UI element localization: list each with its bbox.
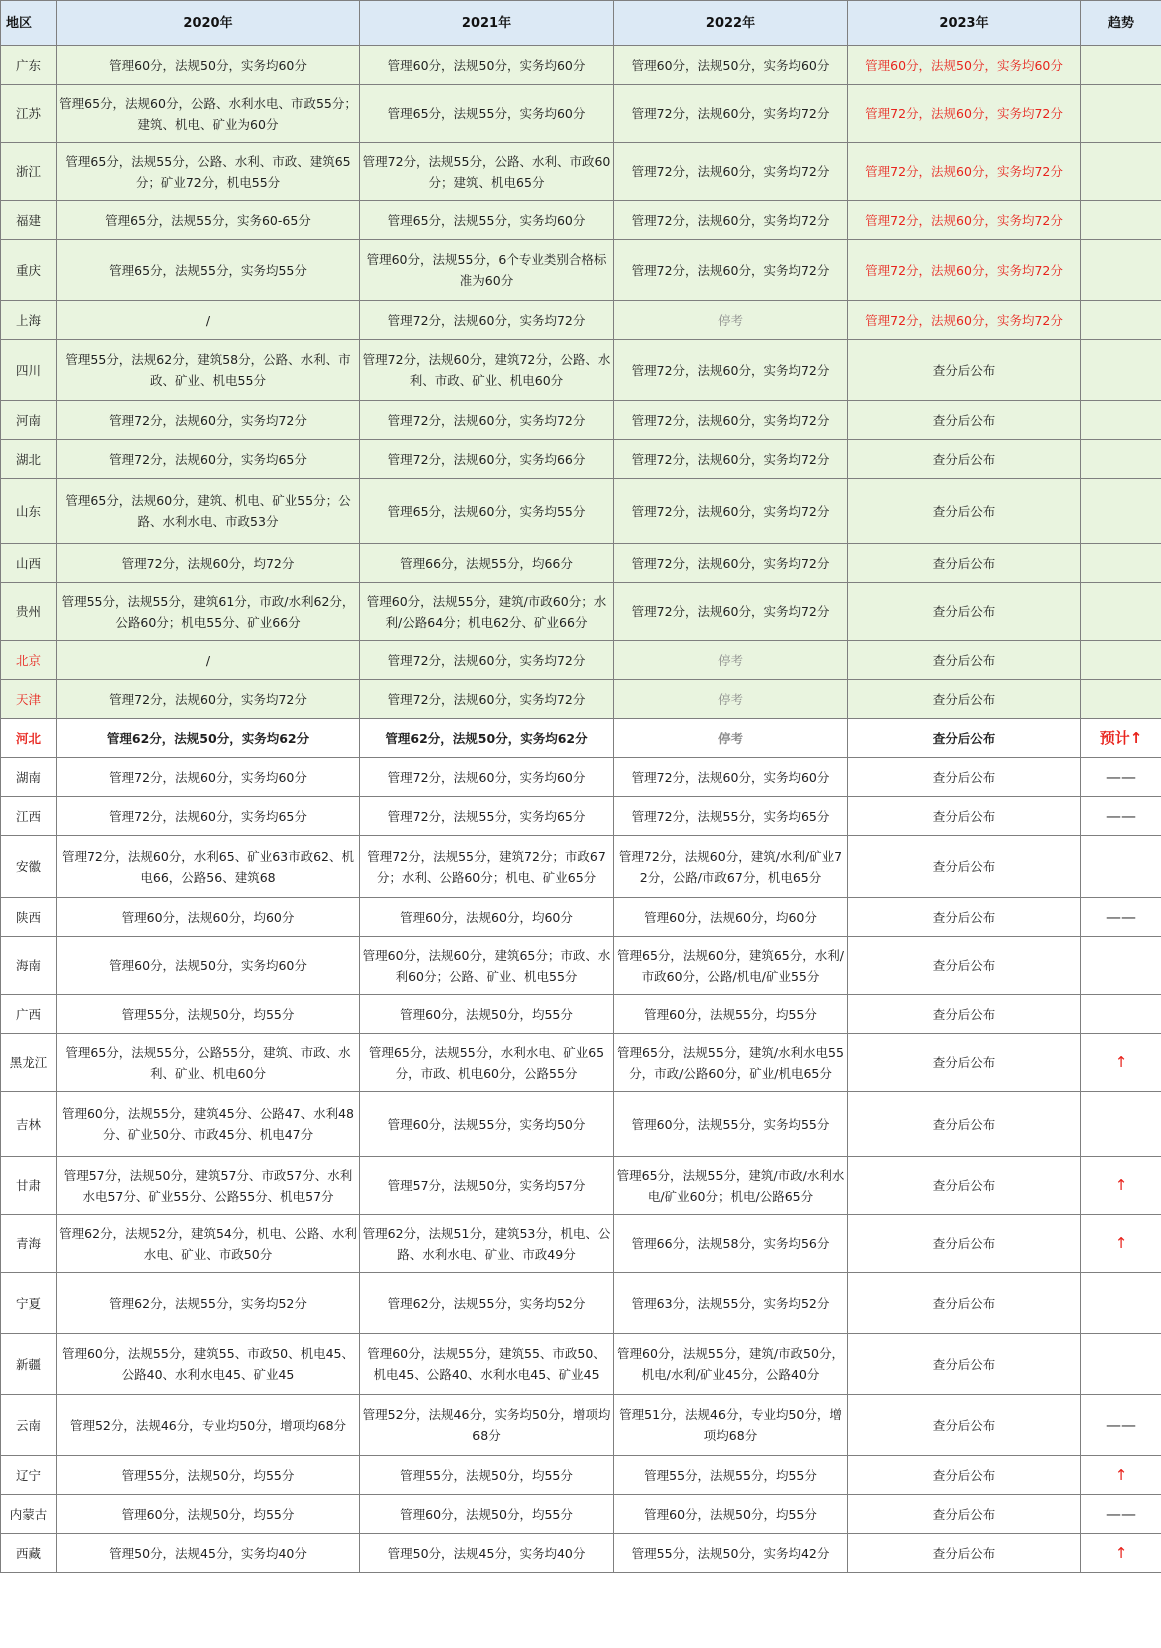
trend-cell bbox=[1081, 836, 1161, 898]
score-cell-2020: 管理60分，法规55分，建筑55、市政50、机电45、公路40、水利水电45、矿业45 bbox=[57, 1334, 360, 1395]
trend-cell bbox=[1081, 1334, 1161, 1395]
score-cell-2021: 管理72分，法规60分，实务均72分 bbox=[360, 401, 614, 440]
trend-cell bbox=[1081, 201, 1161, 240]
score-cell-2020: 管理60分，法规50分，实务均60分 bbox=[57, 937, 360, 995]
score-cell-2021: 管理72分，法规60分，实务均72分 bbox=[360, 641, 614, 680]
trend-cell: 预计↑ bbox=[1081, 719, 1161, 758]
header-2023: 2023年 bbox=[848, 1, 1081, 46]
score-cell-2023: 查分后公布 bbox=[848, 719, 1081, 758]
trend-cell: ↑ bbox=[1081, 1456, 1161, 1495]
score-cell-2021: 管理60分，法规60分，建筑65分；市政、水利60分；公路、矿业、机电55分 bbox=[360, 937, 614, 995]
score-cell-2022: 管理60分，法规60分，均60分 bbox=[614, 898, 848, 937]
trend-cell: —— bbox=[1081, 1395, 1161, 1456]
trend-cell bbox=[1081, 680, 1161, 719]
score-cell-2021: 管理60分，法规55分，6个专业类别合格标准为60分 bbox=[360, 240, 614, 301]
score-cell-2023: 查分后公布 bbox=[848, 479, 1081, 544]
score-cell-2023: 查分后公布 bbox=[848, 898, 1081, 937]
score-cell-2023: 查分后公布 bbox=[848, 1534, 1081, 1573]
score-cell-2021: 管理50分，法规45分，实务均40分 bbox=[360, 1534, 614, 1573]
table-row bbox=[1, 440, 1161, 479]
score-cell-2023: 查分后公布 bbox=[848, 1034, 1081, 1092]
table-row bbox=[1, 680, 1161, 719]
trend-cell bbox=[1081, 641, 1161, 680]
score-cell-2023: 查分后公布 bbox=[848, 836, 1081, 898]
table-row bbox=[1, 898, 1161, 937]
score-cell-2023: 查分后公布 bbox=[848, 995, 1081, 1034]
score-cell-2021: 管理60分，法规50分，实务均60分 bbox=[360, 46, 614, 85]
region-cell: 内蒙古 bbox=[1, 1495, 57, 1534]
score-cell-2020: 管理62分，法规52分，建筑54分，机电、公路、水利水电、矿业、市政50分 bbox=[57, 1215, 360, 1273]
table-row bbox=[1, 301, 1161, 340]
score-cell-2023: 查分后公布 bbox=[848, 1456, 1081, 1495]
score-cell-2022: 管理55分，法规50分，实务均42分 bbox=[614, 1534, 848, 1573]
score-cell-2022: 管理72分，法规60分，建筑/水利/矿业72分，公路/市政67分，机电65分 bbox=[614, 836, 848, 898]
table-row bbox=[1, 937, 1161, 995]
score-cell-2022: 管理66分，法规58分，实务均56分 bbox=[614, 1215, 848, 1273]
table-row bbox=[1, 1034, 1161, 1092]
score-cell-2021: 管理65分，法规55分，实务均60分 bbox=[360, 201, 614, 240]
score-cell-2022: 停考 bbox=[614, 719, 848, 758]
score-cell-2020: 管理72分，法规60分，实务均72分 bbox=[57, 401, 360, 440]
region-cell: 广东 bbox=[1, 46, 57, 85]
score-cell-2021: 管理60分，法规55分，建筑55、市政50、机电45、公路40、水利水电45、矿业45 bbox=[360, 1334, 614, 1395]
trend-cell: ↑ bbox=[1081, 1534, 1161, 1573]
header-2021: 2021年 bbox=[360, 1, 614, 46]
score-cell-2020: 管理65分，法规55分，公路55分，建筑、市政、水利、矿业、机电60分 bbox=[57, 1034, 360, 1092]
score-cell-2020: 管理72分，法规60分，均72分 bbox=[57, 544, 360, 583]
table-row bbox=[1, 401, 1161, 440]
score-cell-2020: 管理50分，法规45分，实务均40分 bbox=[57, 1534, 360, 1573]
region-cell: 新疆 bbox=[1, 1334, 57, 1395]
score-cell-2021: 管理72分，法规60分，实务均60分 bbox=[360, 758, 614, 797]
region-cell: 陕西 bbox=[1, 898, 57, 937]
score-cell-2023: 查分后公布 bbox=[848, 1495, 1081, 1534]
trend-cell bbox=[1081, 544, 1161, 583]
score-cell-2021: 管理57分，法规50分，实务均57分 bbox=[360, 1157, 614, 1215]
score-cell-2020: 管理72分，法规60分，实务均65分 bbox=[57, 440, 360, 479]
region-cell: 安徽 bbox=[1, 836, 57, 898]
score-cell-2023: 查分后公布 bbox=[848, 440, 1081, 479]
score-cell-2023: 查分后公布 bbox=[848, 1334, 1081, 1395]
trend-cell bbox=[1081, 479, 1161, 544]
score-cell-2023: 管理72分，法规60分，实务均72分 bbox=[848, 85, 1081, 143]
score-cell-2020: 管理65分，法规55分，实务均55分 bbox=[57, 240, 360, 301]
trend-cell bbox=[1081, 401, 1161, 440]
table-row bbox=[1, 641, 1161, 680]
header-trend: 趋势 bbox=[1081, 1, 1161, 46]
score-cell-2022: 管理72分，法规55分，实务均65分 bbox=[614, 797, 848, 836]
score-cell-2021: 管理72分，法规55分，公路、水利、市政60分；建筑、机电65分 bbox=[360, 143, 614, 201]
score-cell-2020: 管理72分，法规60分，实务均72分 bbox=[57, 680, 360, 719]
score-cell-2022: 管理72分，法规60分，实务均72分 bbox=[614, 479, 848, 544]
score-cell-2021: 管理62分，法规55分，实务均52分 bbox=[360, 1273, 614, 1334]
score-cell-2022: 管理63分，法规55分，实务均52分 bbox=[614, 1273, 848, 1334]
score-cell-2023: 查分后公布 bbox=[848, 758, 1081, 797]
score-cell-2022: 停考 bbox=[614, 641, 848, 680]
region-cell: 河南 bbox=[1, 401, 57, 440]
region-cell: 江西 bbox=[1, 797, 57, 836]
table-row bbox=[1, 1334, 1161, 1395]
score-cell-2021: 管理72分，法规55分，建筑72分；市政67分；水利、公路60分；机电、矿业65分 bbox=[360, 836, 614, 898]
trend-cell: —— bbox=[1081, 797, 1161, 836]
score-cell-2022: 停考 bbox=[614, 301, 848, 340]
score-cell-2022: 管理72分，法规60分，实务均72分 bbox=[614, 544, 848, 583]
score-cell-2022: 管理72分，法规60分，实务均60分 bbox=[614, 758, 848, 797]
score-cell-2023: 查分后公布 bbox=[848, 641, 1081, 680]
header-2022: 2022年 bbox=[614, 1, 848, 46]
region-cell: 贵州 bbox=[1, 583, 57, 641]
score-cell-2020: 管理65分，法规60分，建筑、机电、矿业55分；公路、水利水电、市政53分 bbox=[57, 479, 360, 544]
score-cell-2020: 管理55分，法规55分，建筑61分，市政/水利62分，公路60分；机电55分、矿业66分 bbox=[57, 583, 360, 641]
trend-cell bbox=[1081, 301, 1161, 340]
score-cell-2023: 查分后公布 bbox=[848, 544, 1081, 583]
region-cell: 河北 bbox=[1, 719, 57, 758]
region-cell: 福建 bbox=[1, 201, 57, 240]
region-cell: 湖北 bbox=[1, 440, 57, 479]
table-row bbox=[1, 240, 1161, 301]
table-row bbox=[1, 85, 1161, 143]
score-cell-2020: / bbox=[57, 641, 360, 680]
trend-cell bbox=[1081, 240, 1161, 301]
trend-cell bbox=[1081, 1273, 1161, 1334]
score-cell-2022: 管理60分，法规50分，实务均60分 bbox=[614, 46, 848, 85]
trend-cell bbox=[1081, 1092, 1161, 1157]
table-row bbox=[1, 797, 1161, 836]
score-cell-2022: 管理72分，法规60分，实务均72分 bbox=[614, 143, 848, 201]
table-row bbox=[1, 340, 1161, 401]
region-cell: 山东 bbox=[1, 479, 57, 544]
region-cell: 天津 bbox=[1, 680, 57, 719]
region-cell: 上海 bbox=[1, 301, 57, 340]
region-cell: 甘肃 bbox=[1, 1157, 57, 1215]
score-cell-2022: 管理72分，法规60分，实务均72分 bbox=[614, 340, 848, 401]
score-cell-2022: 管理72分，法规60分，实务均72分 bbox=[614, 583, 848, 641]
score-cell-2022: 管理72分，法规60分，实务均72分 bbox=[614, 401, 848, 440]
score-cell-2020: 管理55分，法规62分，建筑58分，公路、水利、市政、矿业、机电55分 bbox=[57, 340, 360, 401]
region-cell: 海南 bbox=[1, 937, 57, 995]
score-cell-2020: 管理72分，法规60分，水利65、矿业63市政62、机电66，公路56、建筑68 bbox=[57, 836, 360, 898]
trend-cell bbox=[1081, 46, 1161, 85]
region-cell: 吉林 bbox=[1, 1092, 57, 1157]
score-cell-2023: 查分后公布 bbox=[848, 1395, 1081, 1456]
score-cell-2022: 管理72分，法规60分，实务均72分 bbox=[614, 240, 848, 301]
score-cell-2020: 管理72分，法规60分，实务均65分 bbox=[57, 797, 360, 836]
score-cell-2021: 管理60分，法规50分，均55分 bbox=[360, 1495, 614, 1534]
score-cell-2022: 管理72分，法规60分，实务均72分 bbox=[614, 201, 848, 240]
trend-cell: —— bbox=[1081, 758, 1161, 797]
score-cell-2023: 查分后公布 bbox=[848, 680, 1081, 719]
table-row bbox=[1, 583, 1161, 641]
region-cell: 黑龙江 bbox=[1, 1034, 57, 1092]
score-cell-2020: 管理60分，法规60分，均60分 bbox=[57, 898, 360, 937]
score-cell-2023: 查分后公布 bbox=[848, 1157, 1081, 1215]
score-cell-2023: 查分后公布 bbox=[848, 937, 1081, 995]
score-cell-2022: 管理60分，法规55分，实务均55分 bbox=[614, 1092, 848, 1157]
region-cell: 浙江 bbox=[1, 143, 57, 201]
trend-cell: —— bbox=[1081, 898, 1161, 937]
region-cell: 辽宁 bbox=[1, 1456, 57, 1495]
header-2020: 2020年 bbox=[57, 1, 360, 46]
score-cell-2021: 管理62分，法规51分，建筑53分，机电、公路、水利水电、矿业、市政49分 bbox=[360, 1215, 614, 1273]
table-row bbox=[1, 143, 1161, 201]
score-cell-2020: 管理55分，法规50分，均55分 bbox=[57, 995, 360, 1034]
score-cell-2022: 管理60分，法规55分，建筑/市政50分，机电/水利/矿业45分，公路40分 bbox=[614, 1334, 848, 1395]
table-row bbox=[1, 758, 1161, 797]
score-cell-2020: 管理62分，法规50分，实务均62分 bbox=[57, 719, 360, 758]
table-row bbox=[1, 995, 1161, 1034]
trend-cell bbox=[1081, 85, 1161, 143]
score-cell-2023: 查分后公布 bbox=[848, 401, 1081, 440]
score-cell-2021: 管理65分，法规55分，水利水电、矿业65分，市政、机电60分，公路55分 bbox=[360, 1034, 614, 1092]
trend-cell bbox=[1081, 440, 1161, 479]
score-cell-2020: / bbox=[57, 301, 360, 340]
score-cell-2021: 管理60分，法规55分，建筑/市政60分；水利/公路64分；机电62分、矿业66分 bbox=[360, 583, 614, 641]
score-cell-2020: 管理52分，法规46分，专业均50分，增项均68分 bbox=[57, 1395, 360, 1456]
score-cell-2022: 管理72分，法规60分，实务均72分 bbox=[614, 85, 848, 143]
score-cell-2021: 管理65分，法规55分，实务均60分 bbox=[360, 85, 614, 143]
table-row bbox=[1, 1395, 1161, 1456]
table-row bbox=[1, 1273, 1161, 1334]
region-cell: 青海 bbox=[1, 1215, 57, 1273]
table-row bbox=[1, 479, 1161, 544]
table-row bbox=[1, 1092, 1161, 1157]
score-cell-2023: 管理60分，法规50分，实务均60分 bbox=[848, 46, 1081, 85]
score-cell-2022: 管理51分，法规46分，专业均50分，增项均68分 bbox=[614, 1395, 848, 1456]
score-cell-2020: 管理60分，法规50分，均55分 bbox=[57, 1495, 360, 1534]
region-cell: 湖南 bbox=[1, 758, 57, 797]
score-cell-2020: 管理65分，法规55分，公路、水利、市政、建筑65分；矿业72分，机电55分 bbox=[57, 143, 360, 201]
score-cell-2021: 管理60分，法规55分，实务均50分 bbox=[360, 1092, 614, 1157]
table-row bbox=[1, 1456, 1161, 1495]
score-cell-2022: 管理55分，法规55分，均55分 bbox=[614, 1456, 848, 1495]
score-cell-2021: 管理72分，法规60分，建筑72分，公路、水利、市政、矿业、机电60分 bbox=[360, 340, 614, 401]
trend-cell: —— bbox=[1081, 1495, 1161, 1534]
trend-cell bbox=[1081, 583, 1161, 641]
score-cell-2020: 管理72分，法规60分，实务均60分 bbox=[57, 758, 360, 797]
score-cell-2021: 管理72分，法规60分，实务均72分 bbox=[360, 301, 614, 340]
score-cell-2021: 管理72分，法规60分，实务均72分 bbox=[360, 680, 614, 719]
score-cell-2023: 管理72分，法规60分，实务均72分 bbox=[848, 301, 1081, 340]
score-cell-2022: 管理72分，法规60分，实务均72分 bbox=[614, 440, 848, 479]
trend-cell bbox=[1081, 143, 1161, 201]
score-cell-2021: 管理52分，法规46分，实务均50分，增项均68分 bbox=[360, 1395, 614, 1456]
score-cell-2021: 管理60分，法规60分，均60分 bbox=[360, 898, 614, 937]
score-cell-2022: 管理65分，法规60分，建筑65分，水利/市政60分，公路/机电/矿业55分 bbox=[614, 937, 848, 995]
table-row bbox=[1, 836, 1161, 898]
score-cell-2021: 管理72分，法规60分，实务均66分 bbox=[360, 440, 614, 479]
score-cell-2023: 查分后公布 bbox=[848, 1273, 1081, 1334]
score-cell-2020: 管理60分，法规50分，实务均60分 bbox=[57, 46, 360, 85]
score-cell-2023: 管理72分，法规60分，实务均72分 bbox=[848, 240, 1081, 301]
score-cell-2023: 管理72分，法规60分，实务均72分 bbox=[848, 143, 1081, 201]
region-cell: 广西 bbox=[1, 995, 57, 1034]
table-row bbox=[1, 719, 1161, 758]
score-cell-2023: 查分后公布 bbox=[848, 340, 1081, 401]
score-cell-2020: 管理57分，法规50分，建筑57分、市政57分、水利水电57分、矿业55分、公路55分、机电57分 bbox=[57, 1157, 360, 1215]
score-cell-2022: 管理60分，法规55分，均55分 bbox=[614, 995, 848, 1034]
trend-cell bbox=[1081, 995, 1161, 1034]
trend-cell bbox=[1081, 340, 1161, 401]
trend-cell: ↑ bbox=[1081, 1157, 1161, 1215]
region-cell: 山西 bbox=[1, 544, 57, 583]
region-cell: 西藏 bbox=[1, 1534, 57, 1573]
score-cell-2021: 管理62分，法规50分，实务均62分 bbox=[360, 719, 614, 758]
region-cell: 江苏 bbox=[1, 85, 57, 143]
score-cell-2021: 管理72分，法规55分，实务均65分 bbox=[360, 797, 614, 836]
score-cell-2022: 管理65分，法规55分，建筑/水利水电55分，市政/公路60分，矿业/机电65分 bbox=[614, 1034, 848, 1092]
header-region: 地区 bbox=[1, 1, 57, 46]
table-row bbox=[1, 1157, 1161, 1215]
table-row bbox=[1, 1495, 1161, 1534]
score-cell-2023: 查分后公布 bbox=[848, 1092, 1081, 1157]
region-cell: 四川 bbox=[1, 340, 57, 401]
score-cell-2020: 管理60分，法规55分，建筑45分、公路47、水利48分、矿业50分、市政45分、机电47分 bbox=[57, 1092, 360, 1157]
trend-cell bbox=[1081, 937, 1161, 995]
score-cell-2022: 停考 bbox=[614, 680, 848, 719]
region-cell: 宁夏 bbox=[1, 1273, 57, 1334]
trend-cell: ↑ bbox=[1081, 1215, 1161, 1273]
region-cell: 北京 bbox=[1, 641, 57, 680]
table-row bbox=[1, 544, 1161, 583]
score-cell-2023: 查分后公布 bbox=[848, 797, 1081, 836]
score-cell-2021: 管理55分，法规50分，均55分 bbox=[360, 1456, 614, 1495]
score-cell-2020: 管理55分，法规50分，均55分 bbox=[57, 1456, 360, 1495]
score-cell-2021: 管理66分，法规55分，均66分 bbox=[360, 544, 614, 583]
score-cell-2021: 管理60分，法规50分，均55分 bbox=[360, 995, 614, 1034]
region-cell: 重庆 bbox=[1, 240, 57, 301]
table-row bbox=[1, 1534, 1161, 1573]
score-cell-2020: 管理62分，法规55分，实务均52分 bbox=[57, 1273, 360, 1334]
score-cell-2023: 管理72分，法规60分，实务均72分 bbox=[848, 201, 1081, 240]
table-row bbox=[1, 1215, 1161, 1273]
score-cell-2022: 管理60分，法规50分，均55分 bbox=[614, 1495, 848, 1534]
score-cell-2020: 管理65分，法规55分，实务60-65分 bbox=[57, 201, 360, 240]
table-row bbox=[1, 201, 1161, 240]
region-cell: 云南 bbox=[1, 1395, 57, 1456]
score-cell-2020: 管理65分，法规60分，公路、水利水电、市政55分；建筑、机电、矿业为60分 bbox=[57, 85, 360, 143]
score-cell-2023: 查分后公布 bbox=[848, 1215, 1081, 1273]
score-cell-2021: 管理65分，法规60分，实务均55分 bbox=[360, 479, 614, 544]
score-cell-2022: 管理65分，法规55分，建筑/市政/水利水电/矿业60分；机电/公路65分 bbox=[614, 1157, 848, 1215]
table-row bbox=[1, 46, 1161, 85]
trend-cell: ↑ bbox=[1081, 1034, 1161, 1092]
score-cell-2023: 查分后公布 bbox=[848, 583, 1081, 641]
